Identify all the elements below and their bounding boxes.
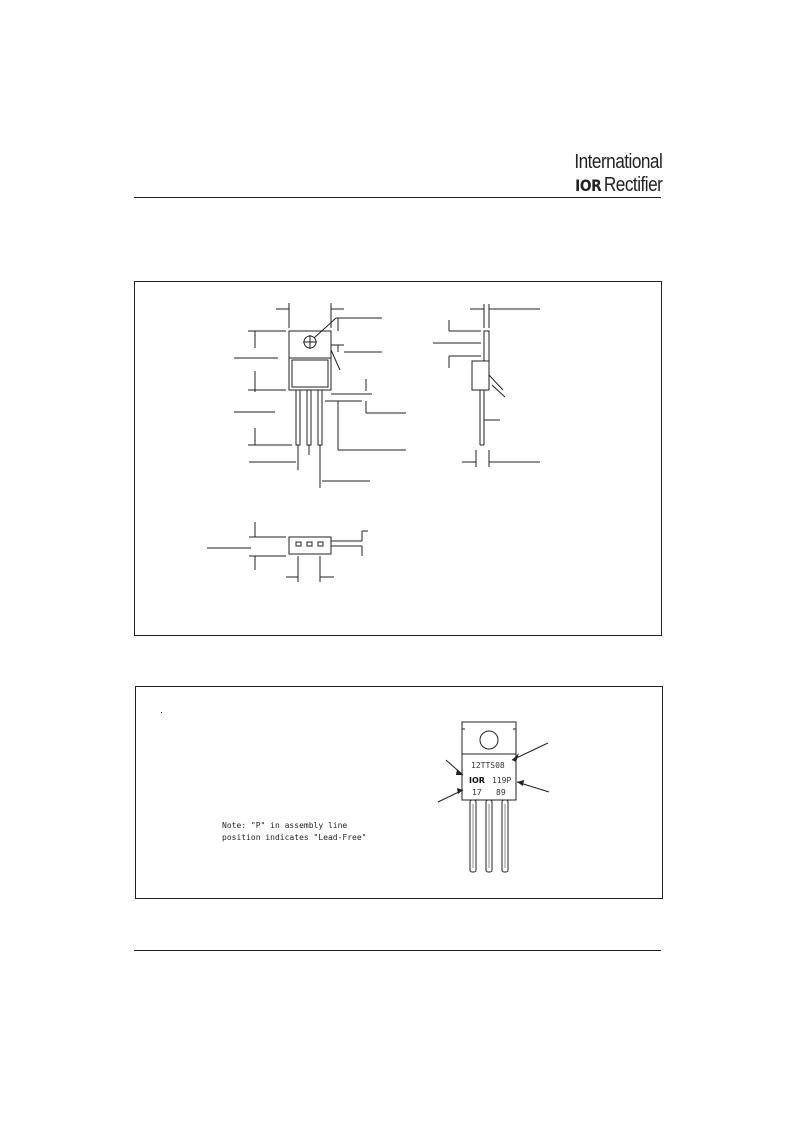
marking-part-number: 12TTS08 <box>471 761 505 770</box>
marking-ior-logo: IOR <box>469 776 485 785</box>
example-bullet <box>161 712 162 713</box>
note-line-1: Note: "P" in assembly line <box>222 821 348 830</box>
logo-rectifier-text: Rectifier <box>603 174 662 196</box>
marking-date-code: 119P <box>492 776 512 785</box>
marking-assembly-lot: 17 <box>472 788 482 797</box>
logo-line-international: International <box>574 151 662 173</box>
note-line-2: position indicates "Lead-Free" <box>222 833 367 842</box>
lead-free-note <box>222 820 367 844</box>
marking-lot-suffix: 89 <box>496 788 506 797</box>
ior-logo-mark: IOR <box>574 176 601 195</box>
marking-mounting-hole <box>480 731 498 749</box>
